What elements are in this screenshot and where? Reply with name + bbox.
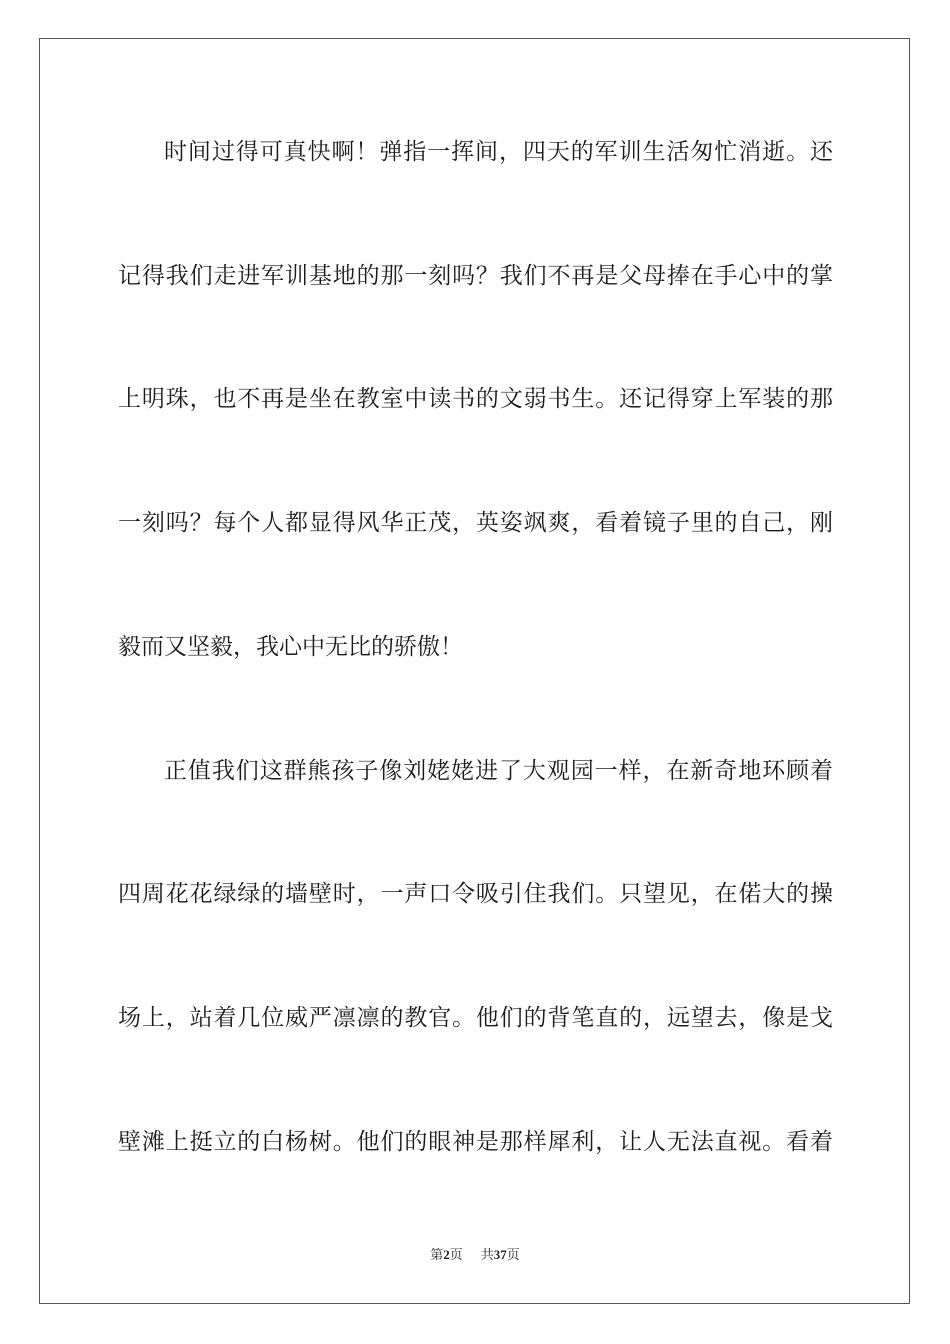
page-suffix: 页 — [449, 1248, 463, 1263]
total-pages-indicator — [481, 1246, 520, 1265]
total-prefix: 共 — [480, 1248, 494, 1263]
paragraph-1-line-4: 一刻吗？每个人都显得风华正茂，英姿飒爽，看着镜子里的自己，刚 — [118, 510, 833, 536]
paragraph-2-line-2: 四周花花绿绿的墙壁时，一声口令吸引住我们。只望见，在偌大的操 — [118, 881, 833, 907]
total-suffix: 页 — [506, 1248, 520, 1263]
paragraph-1-line-5: 毅而又坚毅，我心中无比的骄傲！ — [118, 634, 463, 660]
paragraph-1-line-3: 上明珠，也不再是坐在教室中读书的文弱书生。还记得穿上军装的那 — [118, 386, 833, 412]
page-number: 2 — [443, 1247, 450, 1262]
total-pages: 37 — [493, 1247, 507, 1262]
page-border — [39, 38, 910, 1304]
paragraph-2-line-3: 场上，站着几位威严凛凛的教官。他们的背笔直的，远望去，像是戈 — [118, 1005, 833, 1031]
paragraph-1-line-1: 时间过得可真快啊！弹指一挥间，四天的军训生活匆忙消逝。还 — [164, 139, 833, 165]
page-indicator — [430, 1246, 463, 1265]
paragraph-2-line-4: 壁滩上挺立的白杨树。他们的眼神是那样犀利，让人无法直视。看着 — [118, 1129, 833, 1155]
page-footer — [0, 1246, 950, 1265]
paragraph-2-line-1: 正值我们这群熊孩子像刘姥姥进了大观园一样，在新奇地环顾着 — [164, 758, 833, 784]
page-prefix: 第 — [430, 1248, 444, 1263]
paragraph-1-line-2: 记得我们走进军训基地的那一刻吗？我们不再是父母捧在手心中的掌 — [118, 263, 833, 289]
